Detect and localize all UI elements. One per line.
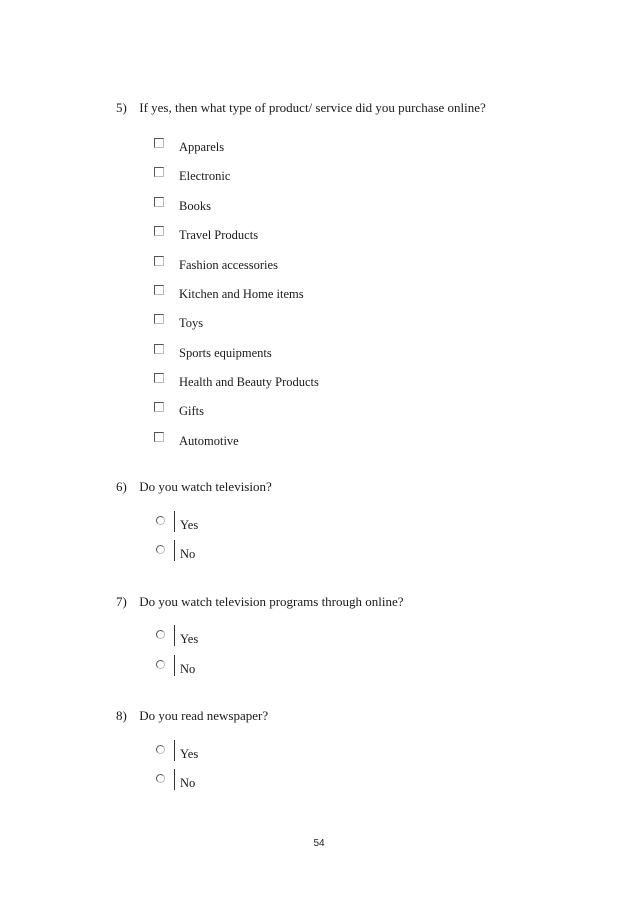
checkbox[interactable] bbox=[154, 373, 164, 383]
radio-button[interactable] bbox=[156, 545, 165, 554]
question-number: 5) bbox=[116, 100, 127, 115]
question-number: 7) bbox=[116, 594, 127, 609]
checkbox[interactable] bbox=[154, 344, 164, 354]
option-label: Apparels bbox=[179, 140, 225, 154]
radio-button[interactable] bbox=[156, 660, 165, 669]
text-cursor-bar bbox=[174, 625, 175, 646]
option-label: Toys bbox=[179, 316, 204, 330]
option-label: Automotive bbox=[179, 434, 239, 448]
checkbox[interactable] bbox=[154, 432, 164, 442]
option-label: Gifts bbox=[179, 404, 204, 418]
question-text: Do you watch television programs through online? bbox=[139, 594, 404, 609]
text-cursor-bar bbox=[174, 655, 175, 676]
option-label: Books bbox=[179, 199, 211, 213]
option-label: Kitchen and Home items bbox=[179, 287, 304, 301]
option-label: Travel Products bbox=[179, 228, 259, 242]
option-label: Health and Beauty Products bbox=[179, 375, 319, 389]
radio-button[interactable] bbox=[156, 630, 165, 639]
checkbox[interactable] bbox=[154, 138, 164, 148]
option-label: Sports equipments bbox=[179, 346, 272, 360]
checkbox[interactable] bbox=[154, 226, 164, 236]
checkbox[interactable] bbox=[154, 256, 164, 266]
question-5 bbox=[116, 100, 486, 116]
option-label: Electronic bbox=[179, 169, 231, 183]
question-number: 6) bbox=[116, 479, 127, 494]
checkbox[interactable] bbox=[154, 167, 164, 177]
option-label: Fashion accessories bbox=[179, 258, 278, 272]
option-label: Yes bbox=[180, 747, 199, 761]
option-label: No bbox=[180, 662, 196, 676]
question-text: Do you read newspaper? bbox=[139, 708, 269, 723]
option-label: No bbox=[180, 776, 196, 790]
text-cursor-bar bbox=[174, 540, 175, 561]
checkbox[interactable] bbox=[154, 402, 164, 412]
question-6 bbox=[116, 479, 272, 495]
radio-button[interactable] bbox=[156, 774, 165, 783]
checkbox[interactable] bbox=[154, 197, 164, 207]
option-label: No bbox=[180, 547, 196, 561]
page-number: 54 bbox=[313, 838, 325, 849]
question-text: If yes, then what type of product/ service did you purchase online? bbox=[139, 100, 486, 115]
checkbox[interactable] bbox=[154, 314, 164, 324]
text-cursor-bar bbox=[174, 740, 175, 761]
radio-button[interactable] bbox=[156, 745, 165, 754]
question-8 bbox=[116, 708, 268, 724]
question-text: Do you watch television? bbox=[139, 479, 272, 494]
text-cursor-bar bbox=[174, 511, 175, 532]
text-cursor-bar bbox=[174, 769, 175, 790]
option-label: Yes bbox=[180, 632, 199, 646]
question-number: 8) bbox=[116, 708, 127, 723]
checkbox[interactable] bbox=[154, 285, 164, 295]
radio-button[interactable] bbox=[156, 516, 165, 525]
question-7 bbox=[116, 594, 404, 610]
option-label: Yes bbox=[180, 518, 199, 532]
